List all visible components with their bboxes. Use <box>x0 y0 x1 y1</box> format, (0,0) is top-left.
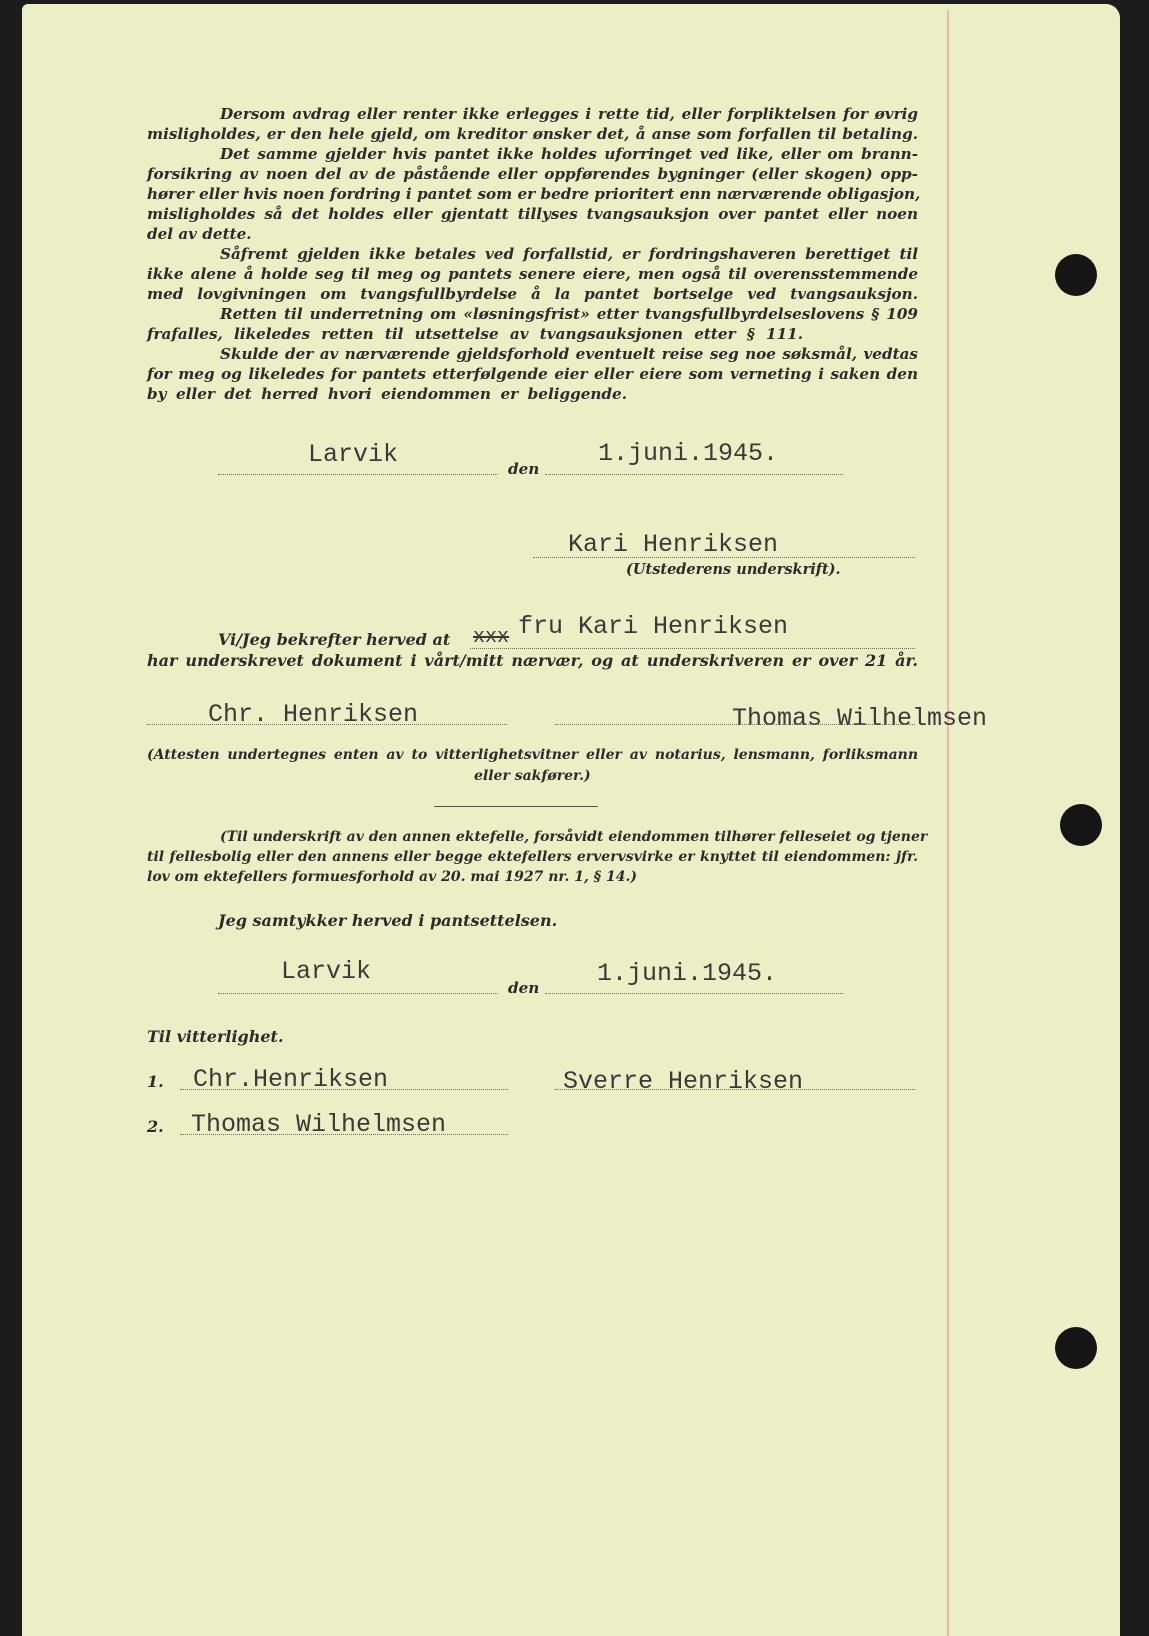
spouse-note-line: til fellesbolig eller den annens eller begge ektefellers ervervsvirke er knyttet til eiendommen: jfr. <box>147 849 918 865</box>
dotted-rule <box>545 993 843 994</box>
spouse-note-line: lov om ektefellers formuesforhold av 20. mai 1927 nr. 1, § 14.) <box>147 869 637 885</box>
date-typed: 1.juni.1945. <box>597 959 778 988</box>
den-label: den <box>508 460 540 478</box>
witness-signature-1: Chr. Henriksen <box>208 700 419 729</box>
witness-number: 1. <box>147 1072 164 1091</box>
clause-line: Såfremt gjelden ikke betales ved forfallstid, er fordringshaveren berettiget til <box>220 245 918 263</box>
dotted-rule <box>555 1089 915 1090</box>
issuer-signature: Kari Henriksen <box>568 530 779 559</box>
clause-line: forsikring av noen del av de påstående eller oppførendes bygninger (eller skogen) opp- <box>147 165 918 183</box>
den-label: den <box>508 979 540 997</box>
vitterlighet-label: Til vitterlighet. <box>147 1027 284 1046</box>
clause-line: frafalles, likeledes retten til utsettelse av tvangsauksjonen etter § 111. <box>147 325 803 343</box>
punch-hole <box>1060 804 1102 846</box>
clause-line: hører eller hvis noen fordring i pantet som er bedre prioritert enn nærværende obligasjon, <box>147 185 921 203</box>
punch-hole <box>1055 254 1097 296</box>
confirm-line: har underskrevet dokument i vårt/mitt nærvær, og at underskriveren er over 21 år. <box>147 651 918 670</box>
clause-line: for meg og likeledes for pantets etterfølgende eier eller eiere som verneting i saken den <box>147 365 918 383</box>
clause-line: by eller det herred hvori eiendommen er beliggende. <box>147 385 627 403</box>
clause-line: Dersom avdrag eller renter ikke erlegges i rette tid, eller forpliktelsen for øvrig <box>220 105 918 123</box>
attest-note: eller sakfører.) <box>474 768 591 784</box>
spouse-signature: Sverre Henriksen <box>563 1067 804 1096</box>
witness-name: Thomas Wilhelmsen <box>191 1110 447 1139</box>
confirm-name: fru Kari Henriksen <box>518 612 789 641</box>
witness-name: Chr.Henriksen <box>193 1065 389 1094</box>
clause-line: Skulde der av nærværende gjeldsforhold eventuelt reise seg noe søksmål, vedtas <box>220 345 918 363</box>
date-typed: 1.juni.1945. <box>598 439 779 468</box>
attest-note: (Attesten undertegnes enten av to vitterlighetsvitner eller av notarius, lensmann, forliksmann <box>147 747 918 763</box>
clause-line: med lovgivningen om tvangsfullbyrdelse å la pantet bortselge ved tvangsauksjon. <box>147 285 918 303</box>
punch-hole <box>1055 1327 1097 1369</box>
dotted-rule <box>218 474 498 475</box>
dotted-rule <box>180 1134 508 1135</box>
witness-number: 2. <box>147 1117 164 1136</box>
issuer-caption: (Utstederens underskrift). <box>626 561 841 578</box>
clause-line: Det samme gjelder hvis pantet ikke holdes uforringet ved like, eller om brann- <box>220 145 918 163</box>
spouse-note-line: (Til underskrift av den annen ektefelle, forsåvidt eiendommen tilhører felleseiet og tjener <box>220 829 928 845</box>
separator-rule <box>434 806 598 807</box>
dotted-rule <box>218 993 498 994</box>
witness-signature-2: Thomas Wilhelmsen <box>732 704 988 733</box>
dotted-rule <box>147 724 507 725</box>
clause-line: Retten til underretning om «løsningsfrist» etter tvangsfullbyrdelseslovens § 109 <box>220 305 918 323</box>
dotted-rule <box>533 557 915 558</box>
margin-line <box>947 10 949 1636</box>
place-typed: Larvik <box>281 957 372 986</box>
place-typed: Larvik <box>308 440 399 469</box>
clause-line: ikke alene å holde seg til meg og pantets senere eiere, men også til overensstemmende <box>147 265 918 283</box>
clause-line: del av dette. <box>147 225 252 243</box>
dotted-rule <box>470 648 915 649</box>
clause-line: misligholdes, er den hele gjeld, om kreditor ønsker det, å anse som forfallen til betaling. <box>147 125 918 143</box>
dotted-rule <box>545 474 843 475</box>
consent-text: Jeg samtykker herved i pantsettelsen. <box>218 911 558 930</box>
struck-text: xxx <box>473 626 510 649</box>
clause-line: misligholdes så det holdes eller gjentatt tillyses tvangsauksjon over pantet eller noen <box>147 205 918 223</box>
dotted-rule <box>555 724 915 725</box>
confirm-prefix: Vi/Jeg bekrefter herved at <box>218 630 451 649</box>
dotted-rule <box>180 1089 508 1090</box>
